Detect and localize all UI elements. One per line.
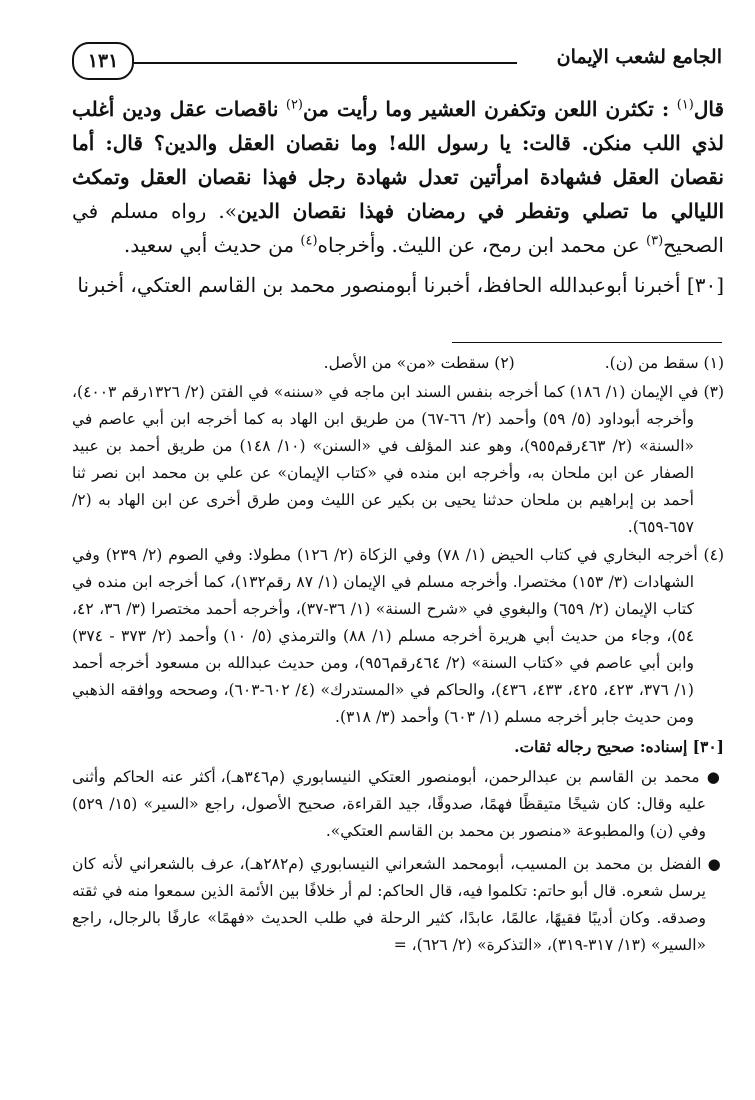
hadith-text-1: قال: [693, 97, 725, 121]
isnad-heading: [٣٠] إسناده: صحيح رجاله ثقات.: [514, 737, 724, 756]
narrator-note-1: [72, 764, 724, 845]
footnote-pair: [72, 350, 724, 377]
page-header: [72, 42, 722, 82]
bullet-icon: ●: [707, 855, 722, 873]
narrator-note-1-text: محمد بن القاسم بن عبدالرحمن، أبومنصور العتكي النيسابوري (م٣٤٦هـ)، أكثر عنه الحاكم وأثنى عليه وقال: كان شيخًا متيقظًا فهمًا، صدوقًا، جيد القراءة، صحيح الأصول، راجع «السير» (١٥/ ٥٢٩) وفي (ن) والمطبوعة «منصور بن محمد بن القاسم العتكي».: [72, 768, 706, 840]
footnote-ref-4: (٤): [300, 233, 318, 249]
footnote-4: (٤) أخرجه البخاري في كتاب الحيض (١/ ٧٨) وفي الزكاة (٢/ ١٢٦) مطولا: وفي الصوم (٢/ ٢٣٩) وفي الشهادات (٣/ ١٥٣) مختصرا. وأخرجه مسلم في الإيمان (١/ ٨٧ رقم١٣٢)، كما أخرجه ابن منده في كتاب الإيمان (٢/ ٦٥٩) والبغوي في «شرح السنة» (١/ ٣٦-٣٧)، وأخرجه أحمد مختصرا (٣/ ٣٦، ٤٢، ٥٤)، وجاء من حديث أبي هريرة أخرجه مسلم (١/ ٨٨) والترمذي (٥/ ١٠) وأحمد (٢/ ٣٧٣ - ٣٧٤) وابن أبي عاصم في «كتاب السنة» (٢/ ٤٦٤رقم٩٥٦)، ومن حديث عبدالله بن مسعود أخرجه أحمد (١/ ٣٧٦، ٤٢٣، ٤٢٥، ٤٣٣، ٤٣٦)، والحاكم في «المستدرك» (٤/ ٦٠٢-٦٠٣)، وصححه ووافقه الذهبي ومن حديث جابر أخرجه مسلم (١/ ٦٠٣) وأحمد (٣/ ٣١٨).: [72, 546, 724, 726]
header-rule: [134, 62, 517, 64]
footnote-ref-2: (٢): [285, 97, 303, 113]
hadith-text-6: من حديث أبي سعيد.: [123, 233, 295, 257]
footnote-3: (٣) في الإيمان (١/ ١٨٦) كما أخرجه بنفس السند ابن ماجه في «سننه» في الفتن (٢/ ١٣٢٦رقم ٤٠٠٣)، وأخرجه أبوداود (٥/ ٥٩) وأحمد (٢/ ٦٦-٦٧) من طريق ابن الهاد به كما أخرجه ابن أبي عاصم في «السنة» (٢/ ٤٦٣رقم٩٥٥)، وهو عند المؤلف في «السنن» (١٠/ ١٤٨) من طريق أحمد بن عبيد الصفار عن ابن ملحان به، وأخرجه ابن منده في «كتاب الإيمان» عن علي بن محمد ابن نصر ثنا أحمد بن إبراهيم بن ملحان حدثنا يحيى بن بكير عن الليث ومن طرق أخرى عن ابن الهاد به (٢/ ٦٥٧-٦٥٩).: [72, 383, 724, 536]
hadith-text-4: ». رواه مسلم في الصحيح: [72, 199, 724, 257]
hadith-text-2: : تكثرن اللعن وتكفرن العشير وما رأيت من: [303, 97, 670, 121]
narrator-note-2-text: الفضل بن محمد بن المسيب، أبومحمد الشعراني النيسابوري (م٢٨٢هـ)، عرف بالشعراني لأنه كان يرسل شعره. قال أبو حاتم: تكلموا فيه، قال الحاكم: لم أر خلافًا بين الأئمة الذين سمعوا منه في ثقته وصدقه. وكان أديبًا فقيهًا، عالمًا، عابدًا، كثير الرحلة في طلب الحديث «فهمًا» عارفًا بالرجال، راجع «السير» (١٣/ ٣١٧-٣١٩)، «التذكرة» (٢/ ٦٢٦)، =: [72, 855, 706, 954]
running-title: الجامع لشعب الإيمان: [556, 46, 722, 68]
footnote-1: (١) سقط من (ن).: [604, 354, 724, 372]
footnote-separator: [452, 342, 722, 343]
hadith-text-3: ناقصات عقل ودين أغلب لذي اللب منكن. قالت: يا رسول الله! وما نقصان العقل والدين؟ قال: أما نقصان العقل فشهادة امرأتين تعدل شهادة رجل فهذا نقصان العقل وتمكث الليالي ما تصلي وتفطر في رمضان فهذا نقصان الدين: [72, 97, 725, 223]
footnote-ref-1: (١): [676, 97, 694, 113]
footnotes: [72, 350, 724, 965]
page-number: ١٣١: [72, 42, 134, 80]
hadith-text-5: عن محمد ابن رمح، عن الليث. وأخرجاه: [317, 233, 640, 257]
footnote-ref-3: (٣): [646, 233, 664, 249]
main-text: [72, 92, 724, 308]
hadith-paragraph: [72, 92, 724, 262]
narrator-note-2: [72, 851, 724, 959]
footnote-2: (٢) سقطت «من» من الأصل.: [323, 354, 515, 372]
bullet-icon: ●: [706, 768, 722, 786]
isnad-paragraph: [٣٠] أخبرنا أبوعبدالله الحافظ، أخبرنا أبومنصور محمد بن القاسم العتكي، أخبرنا: [77, 273, 724, 297]
